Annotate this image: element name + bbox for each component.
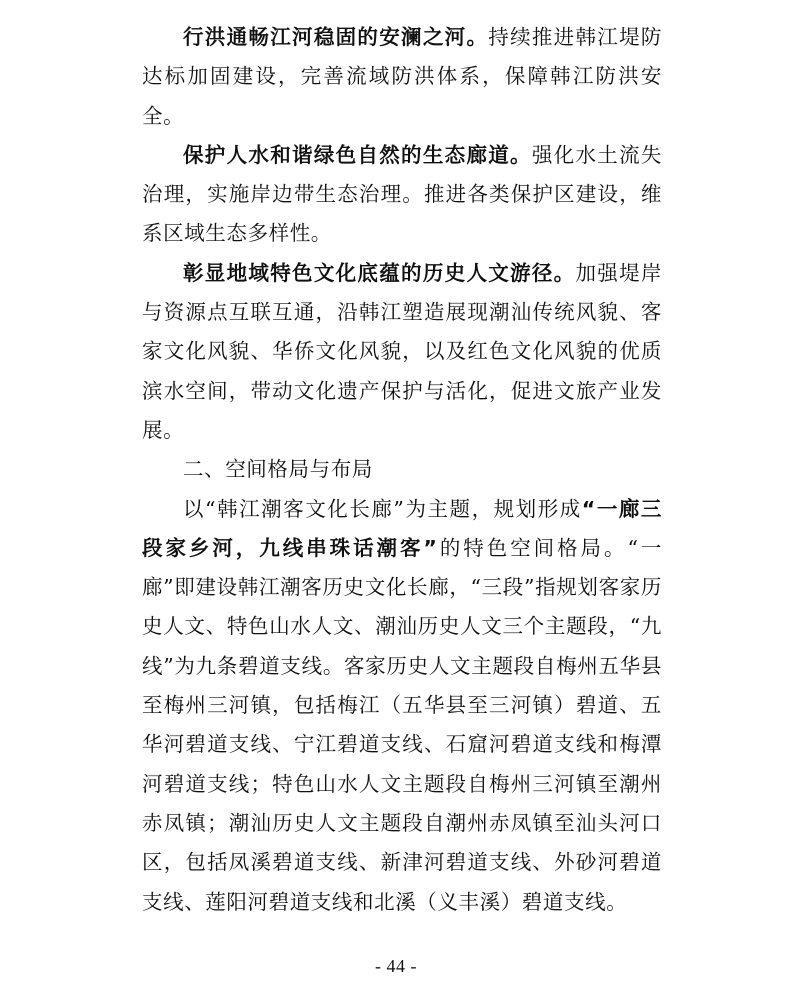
paragraph-ecological-corridor: [142, 136, 662, 254]
paragraph-lead-bold: 保护人水和谐绿色自然的生态廊道。: [183, 142, 532, 167]
paragraph-heritage-trail: [142, 254, 662, 450]
paragraph-lead-bold: 行洪通畅江河稳固的安澜之河。: [183, 25, 489, 49]
paragraph-lead-bold: 彰显地域特色文化底蕴的历史人文游径。: [183, 260, 576, 285]
paragraph-bold-slogan: “一廊三段家乡河，九线串珠话潮客”: [142, 496, 663, 560]
section-heading: 二、空间格局与布局: [183, 457, 373, 482]
document-body: [142, 18, 662, 922]
paragraph-safe-river: [142, 18, 662, 136]
paragraph-text-pre: 以“韩江潮客文化长廊”为主题，规划形成: [183, 496, 582, 521]
paragraph-text: 持续推进韩江堤防达标加固建设，完善流域防洪体系，保障韩江防洪安全。: [142, 25, 662, 128]
page-number: - 44 -: [375, 956, 417, 976]
paragraph-spatial-layout: [142, 490, 662, 922]
paragraph-text: 加强堤岸与资源点互联互通，沿韩江塑造展现潮汕传统风貌、客家文化风貌、华侨文化风貌，以及红色文化风貌的优质滨水空间，带动文化遗产保护与活化，促进文旅产业发展。: [142, 260, 662, 442]
paragraph-text: 强化水土流失治理，实施岸边带生态治理。推进各类保护区建设，维系区域生态多样性。: [142, 142, 662, 246]
paragraph-text-post: 的特色空间格局。“一廊”即建设韩江潮客历史文化长廊，“三段”指规划客家历史人文、特色山水人文、潮汕历史人文三个主题段，“九线”为九条碧道支线。客家历史人文主题段自梅州五华县至梅州三河镇，包括梅江（五华县至三河镇）碧道、五华河碧道支线、宁江碧道支线、石窟河碧道支线和梅潭河碧道支线；特色山水人文主题段自梅州三河镇至潮州赤凤镇；潮汕历史人文主题段自潮州赤凤镇至汕头河口区，包括凤溪碧道支线、新津河碧道支线、外砂河碧道支线、莲阳河碧道支线和北溪（义丰溪）碧道支线。: [142, 535, 662, 914]
